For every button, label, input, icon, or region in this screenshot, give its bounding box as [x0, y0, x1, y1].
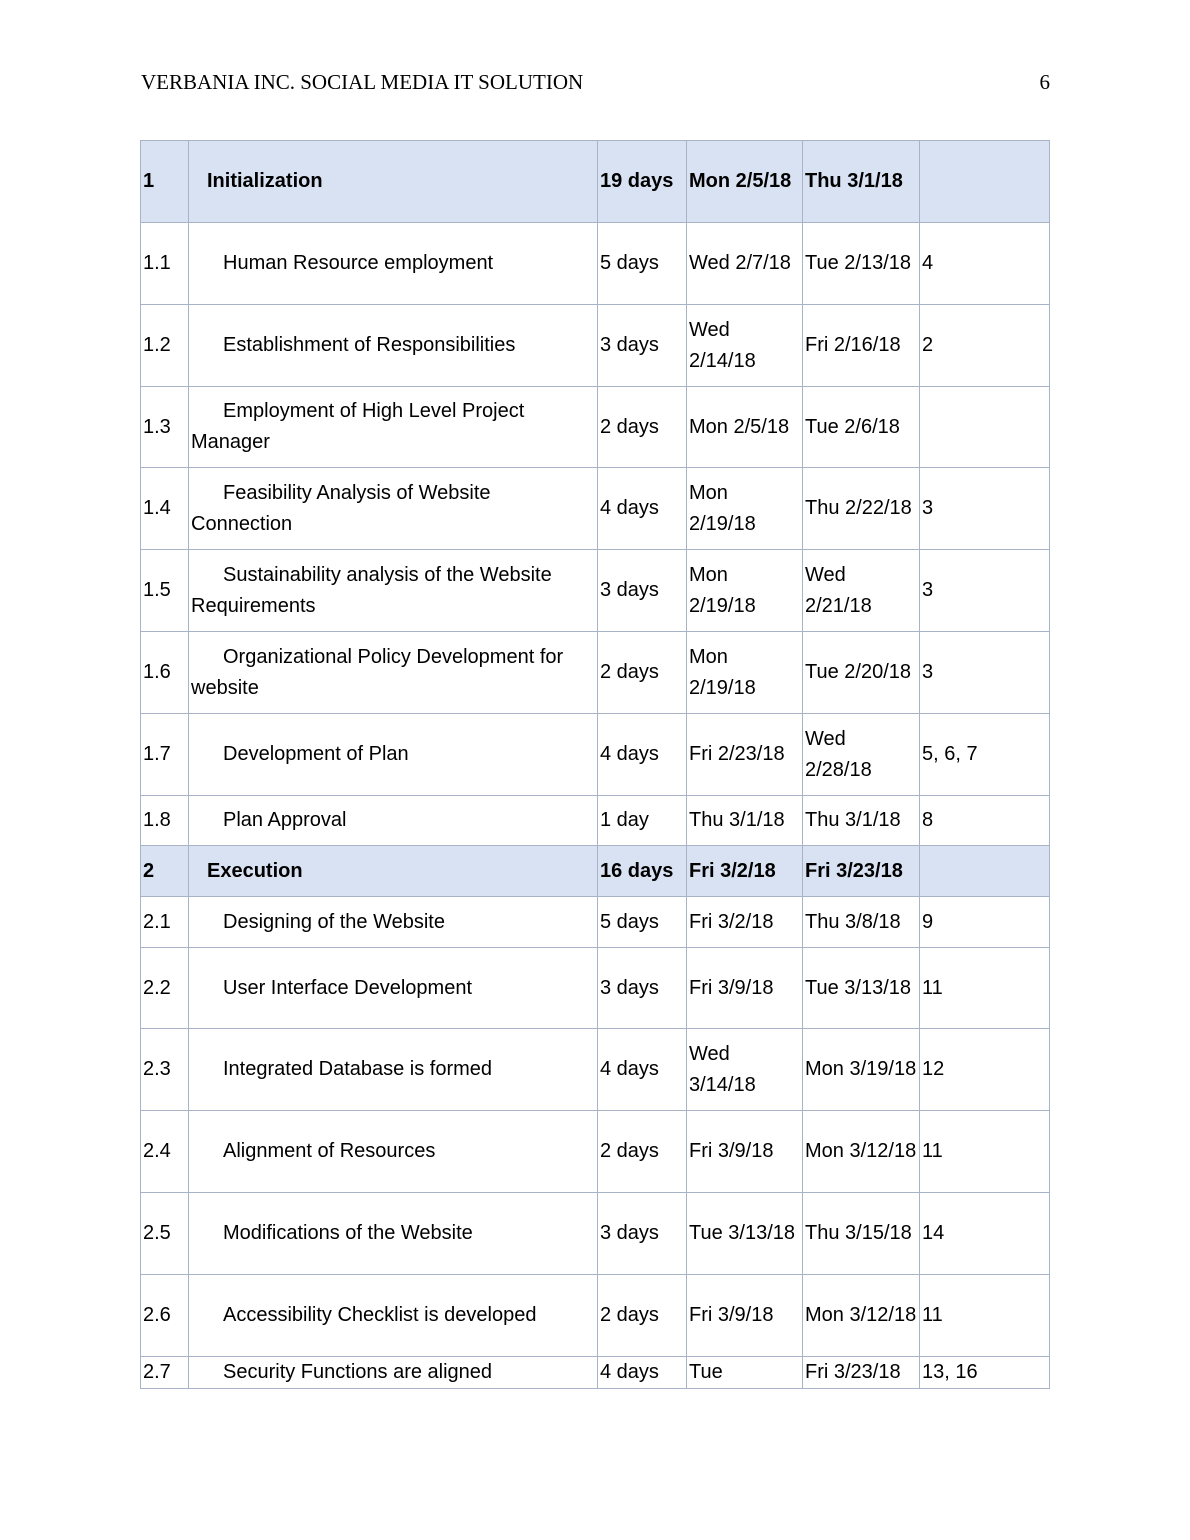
- predecessors-cell: [920, 846, 1050, 897]
- task-id-cell: 1.4: [141, 468, 189, 550]
- start-date-cell: Fri 3/9/18: [687, 1111, 803, 1193]
- predecessors-cell: 2: [920, 305, 1050, 387]
- task-row: [141, 223, 1050, 305]
- task-row: [141, 550, 1050, 632]
- task-id-cell: 2.6: [141, 1275, 189, 1357]
- start-date-cell: Mon 2/19/18: [687, 550, 803, 632]
- task-id-cell: 2.1: [141, 897, 189, 948]
- duration-cell: 19 days: [598, 141, 687, 223]
- duration-cell: 2 days: [598, 1111, 687, 1193]
- start-date-cell: Fri 3/2/18: [687, 897, 803, 948]
- task-id-cell: 1.8: [141, 796, 189, 846]
- task-row: [141, 387, 1050, 468]
- duration-cell: 4 days: [598, 468, 687, 550]
- task-name-cell: Designing of the Website: [189, 897, 598, 948]
- finish-date-cell: Fri 2/16/18: [803, 305, 920, 387]
- predecessors-cell: 12: [920, 1029, 1050, 1111]
- finish-date-cell: Mon 3/19/18: [803, 1029, 920, 1111]
- start-date-cell: Mon 2/19/18: [687, 468, 803, 550]
- task-id-cell: 1.1: [141, 223, 189, 305]
- task-id-cell: 1.3: [141, 387, 189, 468]
- task-name-cell: Execution: [189, 846, 598, 897]
- task-id-cell: 2: [141, 846, 189, 897]
- task-name-cell: User Interface Development: [189, 948, 598, 1029]
- duration-cell: 1 day: [598, 796, 687, 846]
- task-name-cell: Feasibility Analysis of Website Connection: [189, 468, 598, 550]
- predecessors-cell: 11: [920, 948, 1050, 1029]
- predecessors-cell: 11: [920, 1275, 1050, 1357]
- task-name-cell: Accessibility Checklist is developed: [189, 1275, 598, 1357]
- task-row: [141, 796, 1050, 846]
- predecessors-cell: [920, 141, 1050, 223]
- schedule-body: [141, 141, 1050, 1389]
- task-name-cell: Human Resource employment: [189, 223, 598, 305]
- predecessors-cell: 9: [920, 897, 1050, 948]
- start-date-cell: Fri 3/9/18: [687, 1275, 803, 1357]
- document-title: VERBANIA INC. SOCIAL MEDIA IT SOLUTION: [141, 70, 584, 94]
- task-row: [141, 1193, 1050, 1275]
- task-id-cell: 1.7: [141, 714, 189, 796]
- task-name-cell: Modifications of the Website: [189, 1193, 598, 1275]
- finish-date-cell: Wed 2/28/18: [803, 714, 920, 796]
- start-date-cell: Wed 2/7/18: [687, 223, 803, 305]
- start-date-cell: Mon 2/19/18: [687, 632, 803, 714]
- task-name-cell: Integrated Database is formed: [189, 1029, 598, 1111]
- duration-cell: 16 days: [598, 846, 687, 897]
- finish-date-cell: Tue 2/13/18: [803, 223, 920, 305]
- start-date-cell: Fri 3/9/18: [687, 948, 803, 1029]
- task-name-cell: Initialization: [189, 141, 598, 223]
- duration-cell: 4 days: [598, 1029, 687, 1111]
- finish-date-cell: Thu 3/1/18: [803, 796, 920, 846]
- finish-date-cell: Thu 3/1/18: [803, 141, 920, 223]
- running-head: [141, 70, 1050, 95]
- start-date-cell: Tue 3/13/18: [687, 1193, 803, 1275]
- task-row: [141, 468, 1050, 550]
- predecessors-cell: 13, 16: [920, 1357, 1050, 1389]
- task-row: [141, 1357, 1050, 1389]
- task-id-cell: 2.7: [141, 1357, 189, 1389]
- task-row: [141, 897, 1050, 948]
- finish-date-cell: Thu 3/8/18: [803, 897, 920, 948]
- predecessors-cell: 3: [920, 550, 1050, 632]
- task-name-cell: Development of Plan: [189, 714, 598, 796]
- duration-cell: 5 days: [598, 223, 687, 305]
- predecessors-cell: 3: [920, 468, 1050, 550]
- task-row: [141, 1111, 1050, 1193]
- predecessors-cell: 11: [920, 1111, 1050, 1193]
- duration-cell: 4 days: [598, 714, 687, 796]
- start-date-cell: Mon 2/5/18: [687, 141, 803, 223]
- start-date-cell: Thu 3/1/18: [687, 796, 803, 846]
- task-id-cell: 1.6: [141, 632, 189, 714]
- predecessors-cell: 8: [920, 796, 1050, 846]
- task-row: [141, 948, 1050, 1029]
- duration-cell: 2 days: [598, 632, 687, 714]
- duration-cell: 2 days: [598, 1275, 687, 1357]
- task-row: [141, 305, 1050, 387]
- task-id-cell: 2.4: [141, 1111, 189, 1193]
- task-name-cell: Sustainability analysis of the Website Requirements: [189, 550, 598, 632]
- task-id-cell: 2.2: [141, 948, 189, 1029]
- duration-cell: 2 days: [598, 387, 687, 468]
- schedule-table: [140, 140, 1050, 1389]
- finish-date-cell: Wed 2/21/18: [803, 550, 920, 632]
- task-id-cell: 1.5: [141, 550, 189, 632]
- start-date-cell: Wed 3/14/18: [687, 1029, 803, 1111]
- finish-date-cell: Mon 3/12/18: [803, 1111, 920, 1193]
- task-id-cell: 1.2: [141, 305, 189, 387]
- finish-date-cell: Tue 2/20/18: [803, 632, 920, 714]
- finish-date-cell: Fri 3/23/18: [803, 1357, 920, 1389]
- task-row: [141, 632, 1050, 714]
- duration-cell: 3 days: [598, 1193, 687, 1275]
- page-number: 6: [1039, 70, 1050, 94]
- duration-cell: 3 days: [598, 948, 687, 1029]
- finish-date-cell: Thu 3/15/18: [803, 1193, 920, 1275]
- finish-date-cell: Fri 3/23/18: [803, 846, 920, 897]
- task-id-cell: 2.3: [141, 1029, 189, 1111]
- predecessors-cell: 5, 6, 7: [920, 714, 1050, 796]
- summary-task-row: [141, 141, 1050, 223]
- predecessors-cell: [920, 387, 1050, 468]
- start-date-cell: Mon 2/5/18: [687, 387, 803, 468]
- finish-date-cell: Thu 2/22/18: [803, 468, 920, 550]
- duration-cell: 3 days: [598, 550, 687, 632]
- start-date-cell: Fri 2/23/18: [687, 714, 803, 796]
- predecessors-cell: 4: [920, 223, 1050, 305]
- start-date-cell: Tue: [687, 1357, 803, 1389]
- task-name-cell: Establishment of Responsibilities: [189, 305, 598, 387]
- start-date-cell: Fri 3/2/18: [687, 846, 803, 897]
- task-id-cell: 2.5: [141, 1193, 189, 1275]
- task-row: [141, 714, 1050, 796]
- summary-task-row: [141, 846, 1050, 897]
- predecessors-cell: 14: [920, 1193, 1050, 1275]
- finish-date-cell: Mon 3/12/18: [803, 1275, 920, 1357]
- finish-date-cell: Tue 2/6/18: [803, 387, 920, 468]
- duration-cell: 4 days: [598, 1357, 687, 1389]
- task-name-cell: Employment of High Level Project Manager: [189, 387, 598, 468]
- duration-cell: 5 days: [598, 897, 687, 948]
- finish-date-cell: Tue 3/13/18: [803, 948, 920, 1029]
- task-name-cell: Plan Approval: [189, 796, 598, 846]
- task-name-cell: Alignment of Resources: [189, 1111, 598, 1193]
- task-name-cell: Security Functions are aligned: [189, 1357, 598, 1389]
- start-date-cell: Wed 2/14/18: [687, 305, 803, 387]
- task-name-cell: Organizational Policy Development for website: [189, 632, 598, 714]
- task-row: [141, 1029, 1050, 1111]
- duration-cell: 3 days: [598, 305, 687, 387]
- task-id-cell: 1: [141, 141, 189, 223]
- predecessors-cell: 3: [920, 632, 1050, 714]
- task-row: [141, 1275, 1050, 1357]
